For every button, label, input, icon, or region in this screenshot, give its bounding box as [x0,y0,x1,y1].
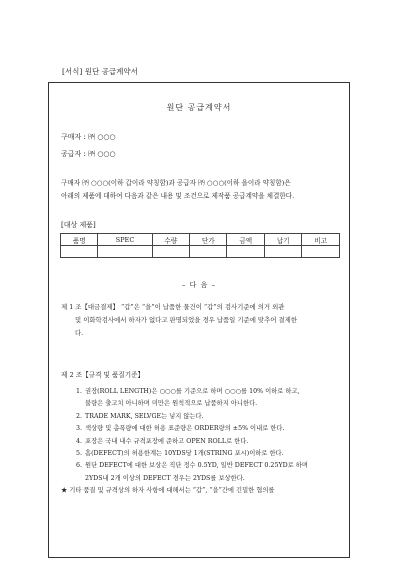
buyer-line: 구매자 : ㈜ ○○○ [61,133,116,141]
table-cell [189,246,226,258]
table-cell [61,246,98,258]
list-item: 2. TRADE MARK, SELVGE는 넣지 않는다. [75,412,204,420]
article-1-line-3: 다. [75,329,84,337]
form-label: [서식] 원단 공급계약서 [62,67,138,76]
article-2-terms [61,386,345,498]
table-cell [302,246,340,258]
list-item: 1. 권장(ROLL LENGTH)은 ○○○를 기준으로 하며 ○○○를 10% 이하로 하고, 불량은 출고치 아니하며 미만은 원칙적으로 납품하지 아니한다. [75,388,300,408]
intro-paragraph [61,177,341,203]
table-cell [227,246,264,258]
section-separator: – 다 음 – [181,281,217,289]
article-2-note: ★ 기타 품질 및 규격상의 하자 사항에 대해서는 “갑”, “을”간에 긴밀한 협의를 [61,487,275,495]
header-quantity: 수량 [152,234,189,246]
article-1-line-2: 및 이화학검사에서 하자가 없다고 판명되었을 경우 납품일 기준에 맞추어 결제한 [75,316,298,324]
table-cell [152,246,189,258]
table-row [61,246,340,258]
product-table [60,233,340,258]
header-delivery: 납기 [264,234,301,246]
list-item: 3. 색상량 및 총폭량에 대한 허용 표준량은 ORDER량의 ±5% 이내로 한다. [75,425,285,433]
article-2-title: 제 2 조【규격 및 품질기준】 [61,371,145,379]
document-title: 원단 공급계약서 [166,103,232,112]
contract-document [48,82,350,558]
header-unit-price: 단가 [189,234,226,246]
header-spec: SPEC [98,234,152,246]
table-cell [98,246,152,258]
table-cell [264,246,301,258]
list-item [61,485,345,497]
header-product-name: 품명 [61,234,98,246]
intro-line-1: 구매자 ㈜ ○○○(이하 갑이라 약칭함)과 공급자 ㈜ ○○○(이하 을이라 약칭함)은 [61,179,291,187]
header-amount: 금액 [227,234,264,246]
article-1-line-1: 제 1 조【대금결제】 “갑”은 “을”이 납품한 물건이 “갑”의 검사기준에 의거 외관 [61,303,285,311]
header-remarks: 비고 [302,234,340,246]
table-header-row [61,234,340,246]
supplier-line: 공급자 : ㈜ ○○○ [61,150,116,158]
list-item: 5. 흠(DEFECT)의 허용한계는 10YDS당 1개(STRING 포시)이하로 한다. [75,450,284,458]
intro-line-2: 아래의 제품에 대하여 다음과 같은 내용 및 조건으로 제작품 공급계약을 체결한다. [61,192,295,200]
target-product-label: [대상 제품] [61,221,96,229]
list-item: 4. 포장은 국내 내수 규격포장에 준하고 OPEN ROLL로 한다. [75,437,249,445]
list-item: 6. 원단 DEFECT에 대한 보상은 직단 정수 0.5YD, 일반 DEFECT 0.25YD로 하며 2YDS내 2개 이상의 DEFECT 경우는 2YDS를 보상한다. [75,462,308,482]
article-1 [61,301,345,340]
